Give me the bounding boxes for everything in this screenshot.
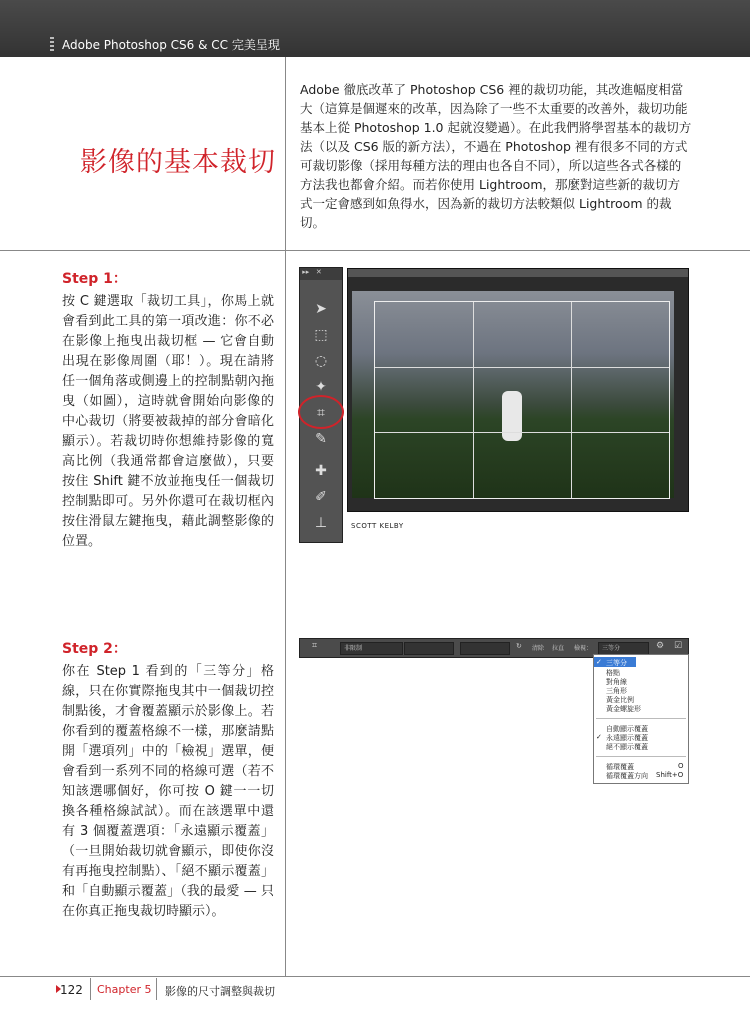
column-divider-top <box>285 57 286 250</box>
checkmark-icon: ✓ <box>596 658 602 666</box>
ratio-select[interactable]: 非限制 <box>340 642 403 655</box>
crop-tool-icon: ⌗ <box>312 641 318 651</box>
document-tab <box>348 269 688 277</box>
menu-item-always-overlay[interactable]: 永遠顯示覆蓋 <box>606 734 648 742</box>
menu-item-golden-spiral[interactable]: 黃金螺旋形 <box>606 705 641 713</box>
golf-photo <box>352 291 674 498</box>
magic-wand-icon[interactable]: ✦ <box>315 379 327 395</box>
menu-item-golden-ratio[interactable]: 黃金比例 <box>606 696 634 704</box>
view-label: 檢視： <box>574 645 593 652</box>
photo-credit: SCOTT KELBY <box>351 522 404 530</box>
stamp-tool-icon[interactable]: ⊥ <box>314 515 328 531</box>
width-field[interactable] <box>404 642 454 655</box>
page-number: 122 <box>60 983 83 997</box>
healing-brush-icon[interactable]: ✚ <box>315 463 327 479</box>
menu-item-auto-overlay[interactable]: 自動顯示覆蓋 <box>606 725 648 733</box>
footer-divider <box>156 978 157 1000</box>
step2-label: Step 2： <box>62 641 127 657</box>
straighten-button[interactable]: 拉直 <box>552 645 565 652</box>
column-divider <box>285 251 286 976</box>
view-select[interactable]: 三等分 <box>598 642 649 655</box>
footer-divider <box>90 978 91 1000</box>
lasso-tool-icon[interactable]: ◌ <box>314 353 328 369</box>
header-dots <box>50 37 54 51</box>
rotate-icon[interactable]: ↻ <box>516 642 522 650</box>
menu-item-diagonal[interactable]: 對角線 <box>606 678 627 686</box>
brush-tool-icon[interactable]: ✐ <box>315 489 327 505</box>
view-menu <box>593 654 689 784</box>
menu-separator <box>596 756 686 757</box>
height-field[interactable] <box>460 642 510 655</box>
menu-item-cycle-overlay[interactable]: 循環覆蓋 <box>606 763 634 771</box>
section-intro: Adobe 徹底改革了 Photoshop CS6 裡的裁切功能，其改進幅度相當大（這算是個遲來的改革，因為除了一些不太重要的改善外，裁切功能基本上從 Photoshop 1.0 起就沒變過）。在此我們將學習基本的裁切方法（以及 CS6 版的新方法），不過在 Photoshop 裡有很多不同的方式可裁切影像（採用每種方法的理由也各自不同），所以這些各式各樣的方法我也都會介紹。而若你使用 Lightroom，那麼對這些新的裁切方式一定會感到如魚得水，因為新的裁切方法較類似 Lightroom 的裁切。 <box>300 82 692 230</box>
shortcut-cycle-overlay: O <box>678 762 684 770</box>
checkbox-icon[interactable]: ☑ <box>674 641 683 651</box>
grid-line <box>571 302 572 498</box>
step1-label: Step 1： <box>62 271 127 287</box>
eyedropper-icon[interactable]: ✎ <box>315 431 327 447</box>
photoshop-window <box>347 268 689 512</box>
grid-line <box>375 432 669 433</box>
menu-separator <box>596 718 686 719</box>
chapter-label: Chapter 5 <box>97 983 152 996</box>
book-title: Adobe Photoshop CS6 & CC 完美呈現 <box>62 38 280 52</box>
menu-item-cycle-orientation[interactable]: 循環覆蓋方向 <box>606 772 648 780</box>
chapter-title: 影像的尺寸調整與裁切 <box>165 985 275 998</box>
checkmark-icon: ✓ <box>596 733 602 741</box>
grid-line <box>375 367 669 368</box>
menu-item-never-overlay[interactable]: 絕不顯示覆蓋 <box>606 743 648 751</box>
crop-tool-icon[interactable]: ⌗ <box>317 405 325 421</box>
grid-line <box>473 302 474 498</box>
step1-text: 按 C 鍵選取「裁切工具」，你馬上就會看到此工具的第一項改進：你不必在影像上拖曳出裁切框 — 它會自動出現在影像周圍（耶！）。現在請將任一個角落或側邊上的控制點朝內拖曳（如圖），這時就會開始向影像的中心裁切（將要被裁掉的部分會暗化顯示）。若裁切時你想維持影像的寬高比例（我通常都會這麼做），只要按住 Shift 鍵不放並拖曳任一個裁切控制點即可。另外你還可在裁切框內按住滑鼠左鍵拖曳，藉此調整影像的位置。 <box>62 294 274 549</box>
running-header <box>0 0 750 57</box>
move-tool-icon[interactable]: ➤ <box>315 301 327 317</box>
marquee-tool-icon[interactable]: ⬚ <box>314 327 328 343</box>
shortcut-cycle-orientation: Shift+O <box>656 771 684 779</box>
crop-tool-highlight <box>298 395 344 429</box>
menu-item-rule-of-thirds[interactable]: 三等分 <box>606 659 627 667</box>
menu-item-grid[interactable]: 格點 <box>606 669 620 677</box>
tools-panel-header: ▸▸ ✕ <box>300 268 342 280</box>
section-title: 影像的基本裁切 <box>80 147 276 178</box>
crop-box[interactable] <box>374 301 670 499</box>
footer-rule <box>0 976 750 977</box>
gear-icon[interactable]: ⚙ <box>656 641 665 651</box>
section-divider <box>0 250 750 251</box>
menu-item-triangle[interactable]: 三角形 <box>606 687 627 695</box>
step2-text: 你在 Step 1 看到的「三等分」格線，只在你實際拖曳其中一個裁切控制點後，才會覆蓋顯示於影像上。若你看到的覆蓋格線不一樣，那麼請點開「選項列」中的「檢視」選單，便會看到一系列不同的格線可選（若不知該選哪個好，你可按 O 鍵一一切換各種格線試試）。而在該選單中還有 3 個覆蓋選項：「永遠顯示覆蓋」（一旦開始裁切就會顯示，即使你沒有再拖曳控制點）、「絕不顯示覆蓋」和「自動顯示覆蓋」（我的最愛 — 只在你真正拖曳裁切時顯示）。 <box>62 664 274 919</box>
clear-button[interactable]: 清除 <box>532 645 545 652</box>
